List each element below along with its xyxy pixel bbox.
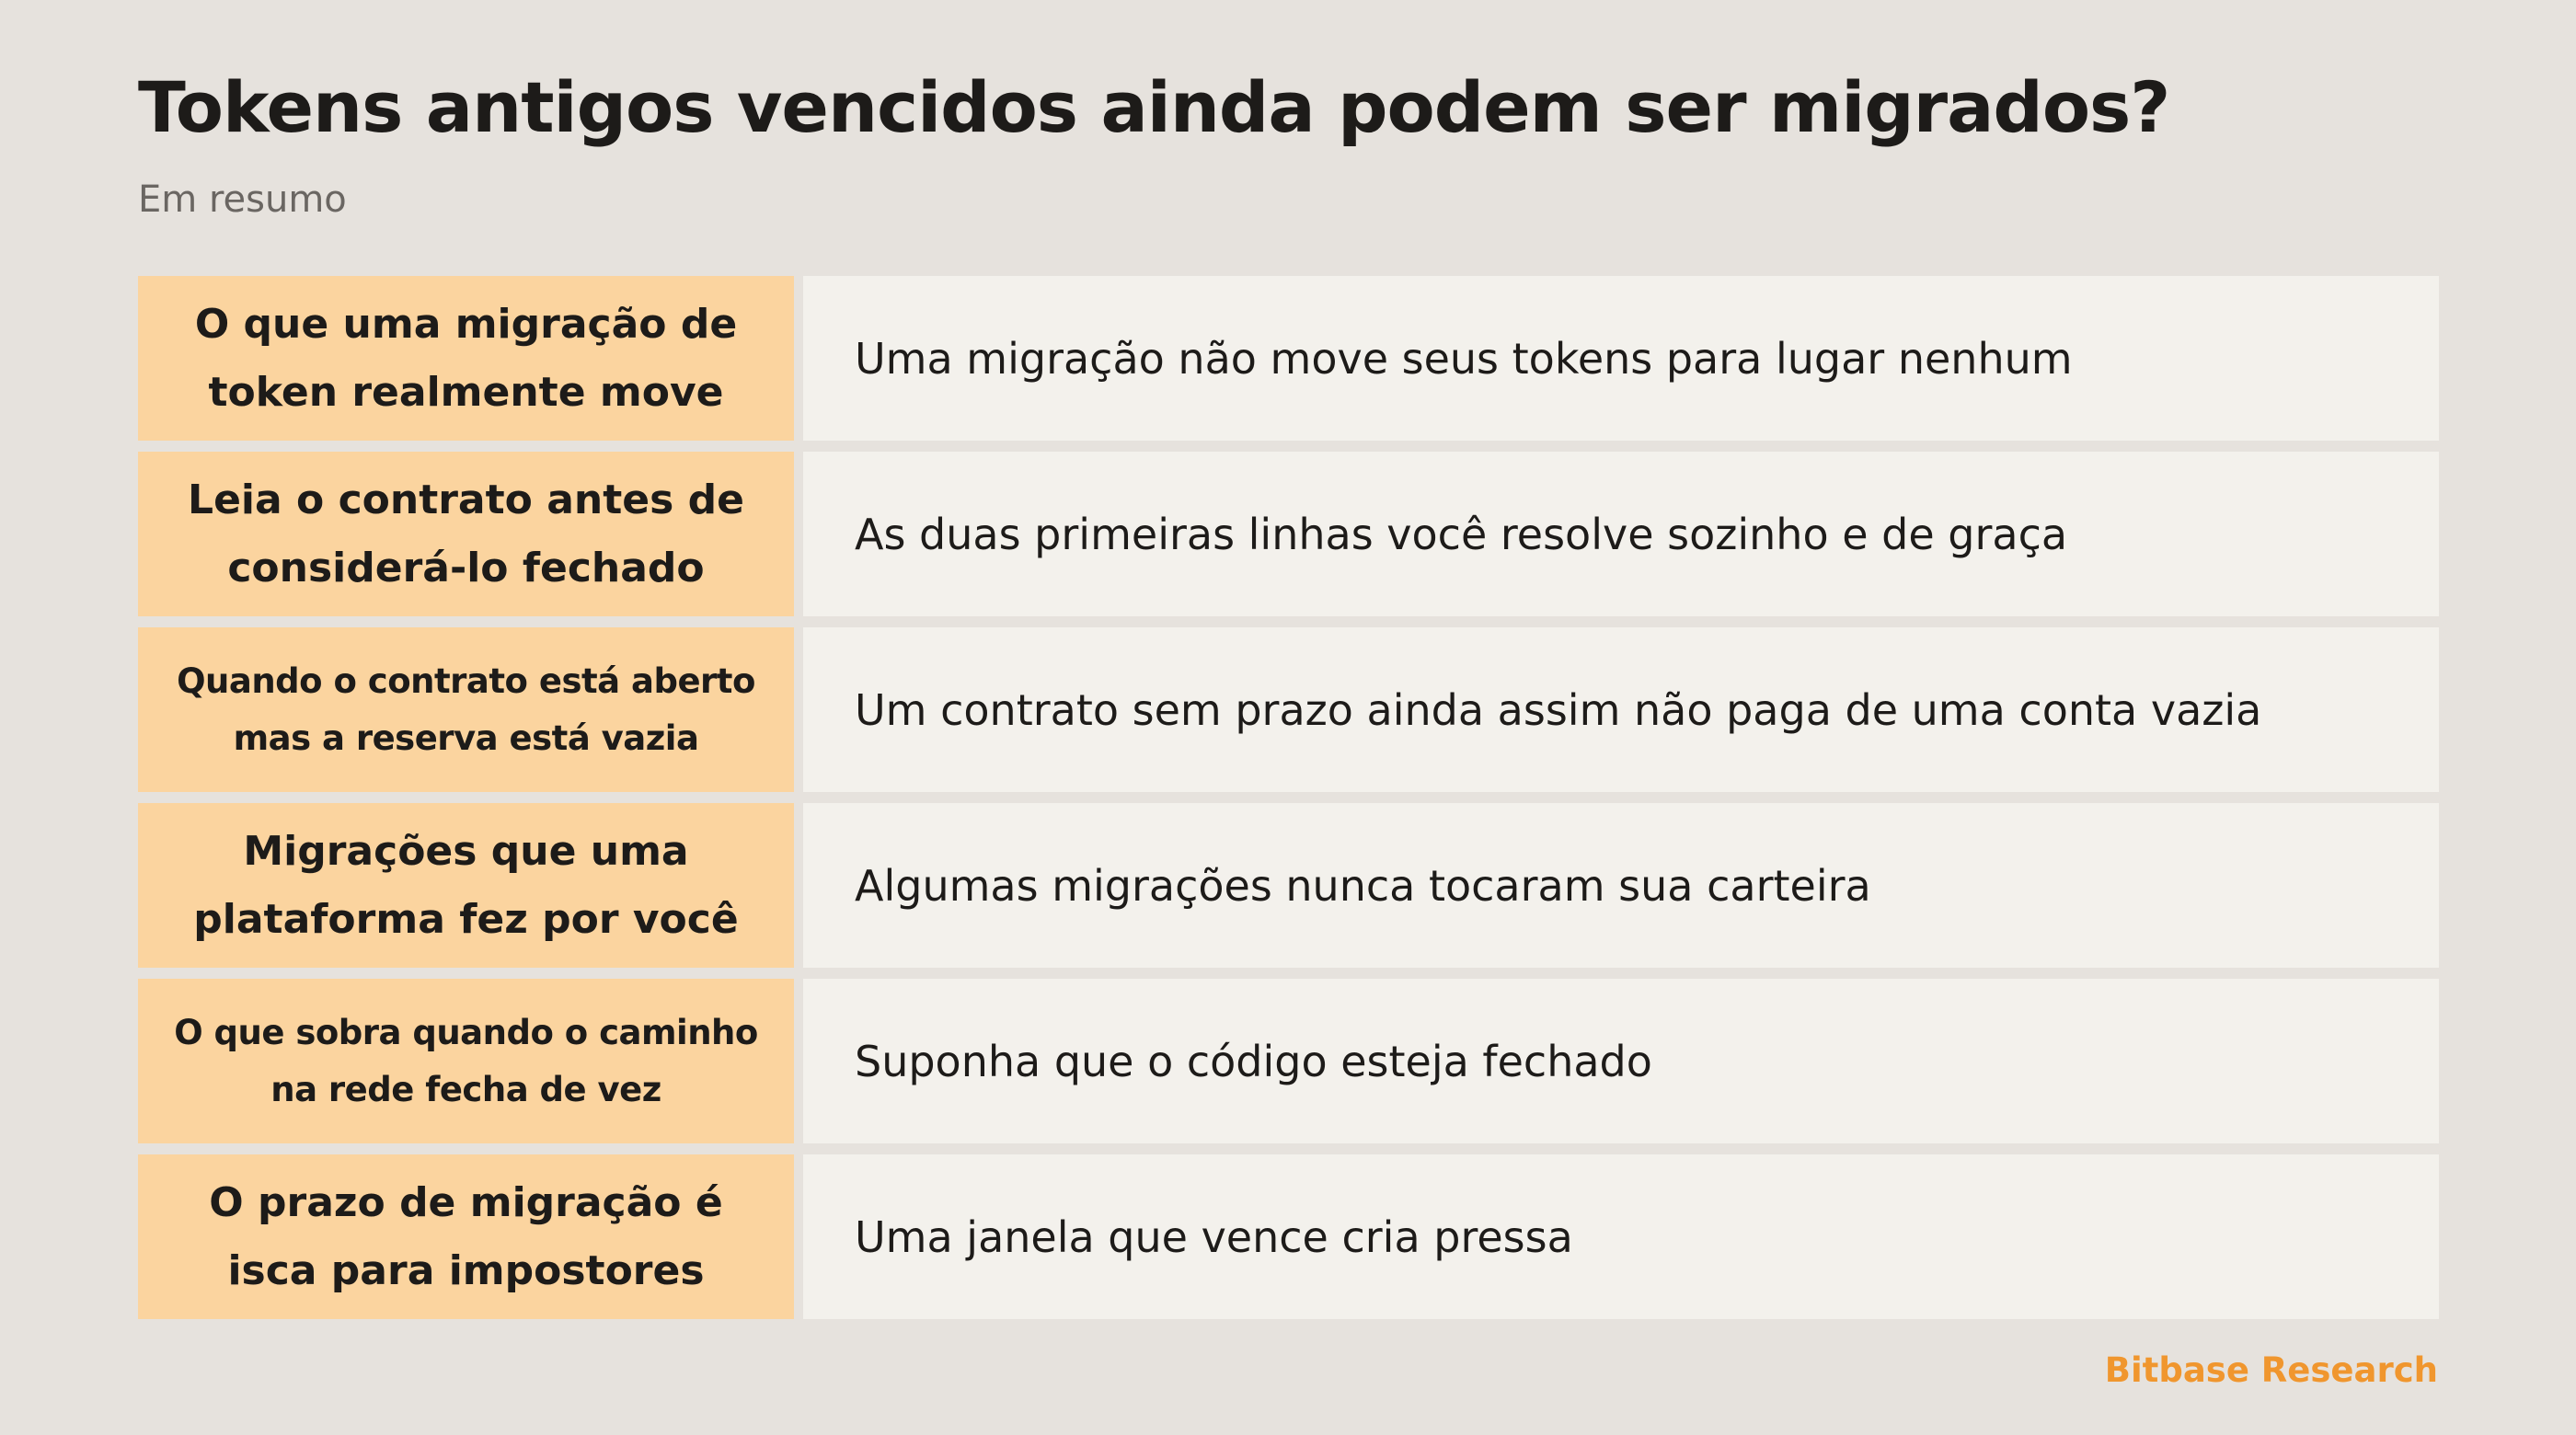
row-label: O prazo de migração é isca para impostores	[138, 1154, 794, 1319]
page-title: Tokens antigos vencidos ainda podem ser migrados?	[138, 66, 2170, 148]
page-subtitle: Em resumo	[138, 178, 347, 221]
row-value: Um contrato sem prazo ainda assim não paga de uma conta vazia	[803, 627, 2439, 792]
row-label: O que sobra quando o caminho na rede fecha de vez	[138, 979, 794, 1143]
table-row	[138, 627, 2439, 792]
row-value: Algumas migrações nunca tocaram sua carteira	[803, 803, 2439, 968]
row-label: O que uma migração de token realmente move	[138, 276, 794, 441]
summary-table	[138, 276, 2439, 1319]
row-value: Uma janela que vence cria pressa	[803, 1154, 2439, 1319]
row-value: Suponha que o código esteja fechado	[803, 979, 2439, 1143]
table-row	[138, 979, 2439, 1143]
row-value: Uma migração não move seus tokens para lugar nenhum	[803, 276, 2439, 441]
table-row	[138, 1154, 2439, 1319]
brand-footer: Bitbase Research	[2104, 1350, 2438, 1390]
table-row	[138, 803, 2439, 968]
row-value: As duas primeiras linhas você resolve sozinho e de graça	[803, 452, 2439, 616]
row-label: Quando o contrato está aberto mas a reserva está vazia	[138, 627, 794, 792]
table-row	[138, 452, 2439, 616]
table-row	[138, 276, 2439, 441]
row-label: Leia o contrato antes de considerá-lo fechado	[138, 452, 794, 616]
row-label: Migrações que uma plataforma fez por você	[138, 803, 794, 968]
